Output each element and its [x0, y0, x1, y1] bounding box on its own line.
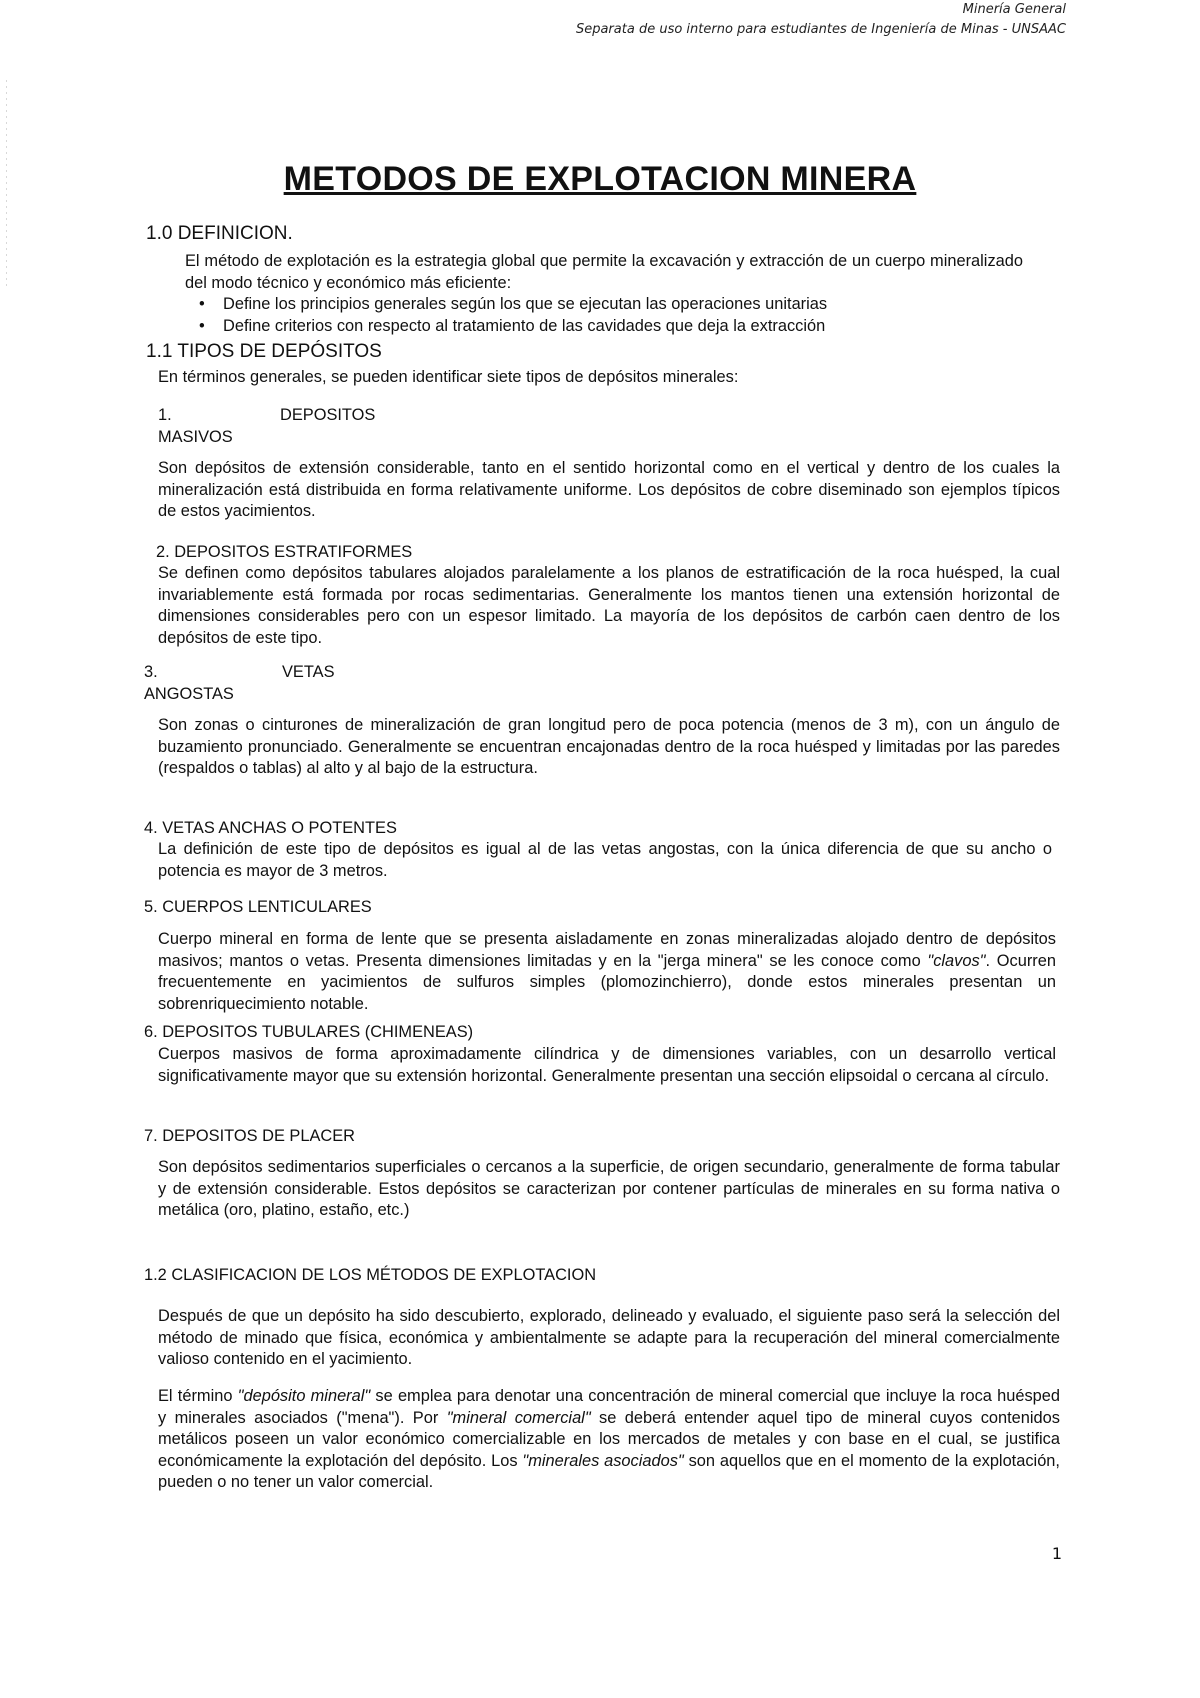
- type1-body: Son depósitos de extensión considerable, tanto en el sentido horizontal como en el vertical y dentro de los cuales la mineralización está distribuida en forma relativamente uniforme. Los depósitos de cobre diseminado son ejemplos típicos de estos yacimientos.: [158, 459, 1060, 520]
- type5-body-text-end: . Ocurren frecuentemente en yacimientos de sulfuros simples (plomozinchierro), donde estos minerales presentan un sobrenriquecimiento notable.: [158, 951, 1056, 1013]
- bullet-text: Define criterios con respecto al tratamiento de las cavidades que deja la extracción: [223, 317, 826, 335]
- type7-heading: 7. DEPOSITOS DE PLACER: [144, 1127, 356, 1145]
- type4-heading: 4. VETAS ANCHAS O POTENTES: [144, 819, 397, 837]
- type6-heading: 6. DEPOSITOS TUBULARES (CHIMENEAS): [144, 1023, 474, 1041]
- clasificacion-paragraph-1: Después de que un depósito ha sido descubierto, explorado, delineado y evaluado, el siguiente paso será la selección del método de minado que física, económica y ambientalmente se adapte para la recuperación del mineral comercialmente valioso contenido en el yacimiento.: [158, 1307, 1060, 1368]
- section-heading-definicion: 1.0 DEFINICION.: [146, 223, 293, 244]
- p2-text-4: son aquellos que en el momento de la explotación, pueden o no tener un valor comercial.: [158, 1451, 1060, 1491]
- type2-body: Se definen como depósitos tabulares alojados paralelamente a los planos de estratificación de la roca huésped, la cual invariablemente está formada por rocas sedimentarias. Generalmente los mantos tienen una extensión horizontal de dimensiones considerables pero con un espesor limitado. La mayoría de los depósitos de carbón caen dentro de los depósitos de este tipo.: [158, 564, 1060, 647]
- p2-text: El término: [158, 1387, 238, 1405]
- header-subtitle: Separata de uso interno para estudiantes de Ingeniería de Minas - UNSAAC: [575, 22, 1066, 37]
- type3-body: Son zonas o cinturones de mineralización de gran longitud pero de poca potencia (menos de 3 m), con un ángulo de buzamiento pronunciado. Generalmente se encuentran encajonadas dentro de la roca huésped y limitadas por las paredes (respaldos o tablas) al alto y al bajo de la estructura.: [158, 716, 1060, 777]
- section-heading-clasificacion: 1.2 CLASIFICACION DE LOS MÉTODOS DE EXPLOTACION: [144, 1266, 597, 1284]
- bullet-icon: •: [199, 295, 205, 313]
- type3-number: 3.: [144, 663, 158, 681]
- type2-heading: 2. DEPOSITOS ESTRATIFORMES: [156, 543, 413, 561]
- type1-number: 1.: [158, 406, 172, 424]
- p2-text-3: se deberá entender aquel tipo de mineral cuyos contenidos metálicos poseen un valor económico comercializable en los mercados de metales y con base en el cual, se justifica económicamente la explotación del depósito. Los: [158, 1408, 1060, 1470]
- page-number: 1: [1051, 1544, 1062, 1563]
- definicion-paragraph: El método de explotación es la estrategia global que permite la excavación y extracción de un cuerpo mineralizado del modo técnico y económico más eficiente:: [185, 252, 1023, 292]
- type4-body: La definición de este tipo de depósitos es igual al de las vetas angostas, con la única diferencia de que su ancho o potencia es mayor de 3 metros.: [158, 840, 1052, 880]
- type5-body-text: Cuerpo mineral en forma de lente que se presenta aisladamente en zonas mineralizadas alojado dentro de depósitos masivos; mantos o vetas. Presenta dimensiones limitadas y en la "jerga minera" se les conoce como: [158, 930, 1056, 970]
- section-heading-tipos: 1.1 TIPOS DE DEPÓSITOS: [146, 341, 382, 362]
- type5-body-emphasis: "clavos": [927, 951, 986, 970]
- type3-word2: ANGOSTAS: [144, 685, 234, 703]
- type5-heading: 5. CUERPOS LENTICULARES: [144, 898, 372, 916]
- clasificacion-paragraph-2: [158, 1386, 1060, 1494]
- page-title: METODOS DE EXPLOTACION MINERA: [283, 160, 917, 198]
- type5-body: [158, 929, 1056, 1015]
- bullet-item: [199, 294, 1023, 316]
- header-course: Minería General: [962, 2, 1066, 17]
- bullet-item: [199, 316, 1023, 338]
- p2-emphasis-2: "mineral comercial": [446, 1408, 591, 1427]
- bullet-icon: •: [199, 317, 205, 335]
- type3-word: VETAS: [282, 663, 335, 681]
- type1-word: DEPOSITOS: [280, 406, 376, 424]
- p2-text-2: se emplea para denotar una concentración de mineral comercial que incluye la roca huésped y minerales asociados ("mena"). Por: [158, 1387, 1061, 1427]
- tipos-intro: En términos generales, se pueden identificar siete tipos de depósitos minerales:: [158, 368, 739, 386]
- p2-emphasis-3: "minerales asociados": [522, 1451, 684, 1470]
- p2-emphasis-1: "depósito mineral": [237, 1387, 371, 1405]
- bullet-text: Define los principios generales según los que se ejecutan las operaciones unitarias: [223, 295, 828, 313]
- type7-body: Son depósitos sedimentarios superficiales o cercanos a la superficie, de origen secundario, generalmente de forma tabular y de extensión considerable. Estos depósitos se caracterizan por contener partículas de minerales en su forma nativa o metálica (oro, platino, estaño, etc.): [158, 1158, 1060, 1219]
- type6-body: Cuerpos masivos de forma aproximadamente cilíndrica y de dimensiones variables, con un desarrollo vertical significativamente mayor que su extensión horizontal. Generalmente presentan una sección elipsoidal o cercana al círculo.: [158, 1045, 1056, 1085]
- type1-word2: MASIVOS: [158, 428, 233, 446]
